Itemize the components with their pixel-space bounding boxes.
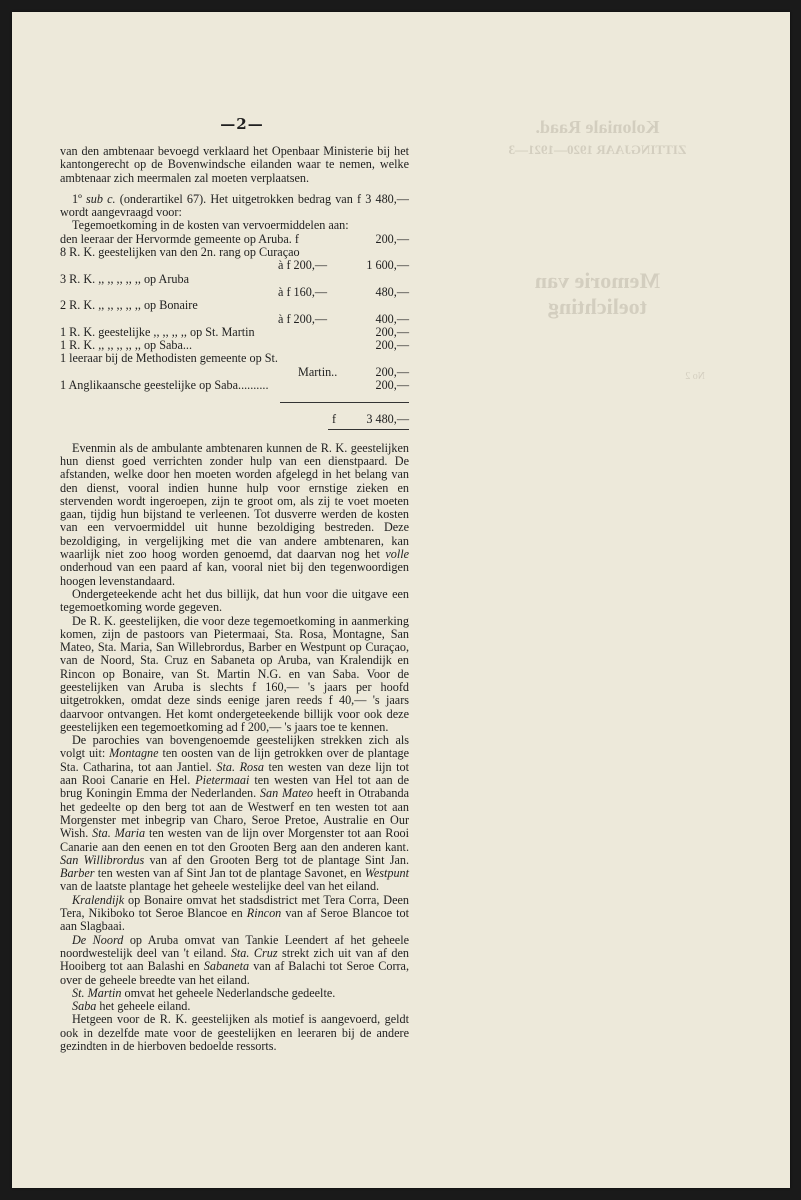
table-row (60, 339, 409, 352)
row-label: à f 160,— (278, 285, 328, 299)
paragraph-aruba: De Noord op Aruba omvat van Tankie Leendert af het geheele noordwestelijk deel van 't eiland. Sta. Cruz strekt zich uit van af den Hooiberg tot aan Balashi en Sabaneta van af Balachi tot Seroe Corra, over de geheele breedte van het eiland. (60, 932, 410, 987)
sub-heading (60, 193, 409, 220)
paragraph-4: De parochies van bovengenoemde geestelijken strekken zich als volgt uit: Montagne ten oosten van de lijn getrokken over de plantage Sta. Catharina, tot aan Jantiel. Sta. Rosa ten westen van deze lijn tot aan Rooi Canarie en Hel. Pietermaai ten westen van Hel tot aan de brug Koningin Emma der Nederlanden. San Mateo heeft in Otrabanda het gedeelte op den berg tot aan de Westwerf en ten westen tot aan Morgenster met inbegrip van Charo, Seroe Pretoe, Australie en Our Wish. Sta. Maria ten westen van de lijn over Morgenster tot aan Rooi Canarie aan den eenen en tot den Grooten Berg aan den anderen kant. San Willibrordus van af den Grooten Berg tot de plantage Sint Jan. Barber ten westen van af Sint Jan tot de plantage Savonet, en Westpunt van de laatste plantage het geheele westelijke deel van het eiland. (60, 733, 410, 894)
text-column (60, 145, 409, 1053)
row-amount (353, 273, 409, 286)
row-amount (353, 246, 409, 259)
table-row (60, 233, 409, 246)
paragraph-last: Hetgeen voor de R. K. geestelijken als motief is aangevoerd, geldt ook in dezelfde mate voor de geestelijken en leeraren bij de andere gezindten in de hierboven bedoelde ressorts. (60, 1012, 409, 1053)
ghost-line-3: Memorie van toelichting (534, 268, 661, 319)
row-amount: 480,— (375, 284, 409, 299)
row-label: 1 R. K. geestelijke ,, ,, ,, ,, op St. Martin (60, 325, 255, 339)
row-amount: 400,— (375, 311, 409, 326)
intro-paragraph: van den ambtenaar bevoegd verklaard het Openbaar Ministerie bij het kantongerecht op de Bovenwindsche eilanden waar te nemen, welke ambtenaar zich meermalen zal moeten verplaatsen. (60, 144, 409, 185)
sub-ref: sub c. (86, 191, 116, 206)
row-amount: 200,— (375, 364, 409, 379)
row-amount (353, 352, 409, 365)
document-page (12, 12, 790, 1188)
table-row (60, 352, 409, 365)
row-label: 3 R. K. ,, ,, ,, ,, ,, op Aruba (60, 272, 189, 286)
paragraph-1: Evenmin als de ambulante ambtenaren kunnen de R. K. geestelijken hun dienst goed verrichten zonder hulp van een dienstpaard. De afstanden, welke door hen moeten worden afgelegd in het belang van den dienst, vooral indien hunne hulp voor ernstige zieken en stervenden wordt ingeroepen, zijn te groot om, als zij te voet moeten gaan, tijdig hun bijstand te verleenen. Tot dusverre werden de kosten van een vervoermiddel uit hunne bezoldiging bestreden. Deze bezoldiging, in vergelijking met die van andere ambtenaren, kan waarlijk niet zoo hoog worden genoemd, dat daarvan nog het volle onderhoud van een paard af kan, vooral niet bij den tegenwoordigen hoogen levenstandaard. (60, 440, 410, 588)
row-amount: 200,— (375, 378, 409, 393)
ghost-line-4: No 2 (685, 371, 705, 382)
row-label: 1 leeraar bij de Methodisten gemeente op St. (60, 352, 278, 366)
table-row (60, 366, 409, 379)
paragraph-3: De R. K. geestelijken, die voor deze tegemoetkoming in aanmerking komen, zijn de pastoors van Pietermaai, Sta. Rosa, Montagne, San Mateo, Sta. Maria, San Willebrordus, Barber en Westpunt op Curaçao, van de Noord, Sta. Cruz en Sabaneta op Aruba, van Kralendijk en Rincon op Bonaire, van St. Martin N.G. en van Saba. Voor de geestelijken van Aruba is slechts f 160,— 's jaars per hoofd uitgetrokken, omdat deze sinds eenige jaren reeds f 40,— 's jaars daarvoor ontvangen. Het komt ondergeteekende billijk voor ook deze geestelijken een tegemoetkoming ad f 200,— 's jaars toe te kennen. (60, 613, 409, 734)
page-number: —2— (220, 115, 264, 133)
cost-table (60, 233, 409, 430)
sub-text: (onderartikel 67). Het uitgetrokken bedrag van f 3 480,— wordt aangevraagd voor: (60, 191, 409, 220)
sub-number: 1º (72, 191, 82, 206)
row-amount: 200,— (375, 338, 409, 353)
row-label: Martin.. (298, 365, 338, 379)
row-label: à f 200,— (278, 259, 328, 273)
paragraph-st-martin: St. Martin omvat het geheele Nederlandsche gedeelte. (72, 985, 336, 1000)
row-label: 2 R. K. ,, ,, ,, ,, ,, op Bonaire (60, 299, 198, 313)
row-label: à f 200,— (278, 312, 328, 326)
table-row (60, 259, 409, 272)
table-intro: Tegemoetkoming in de kosten van vervoermiddelen aan: (72, 218, 349, 233)
row-amount (353, 299, 409, 312)
row-label: 1 Anglikaansche geestelijke op Saba.......... (60, 379, 269, 393)
table-row (60, 379, 409, 392)
table-row (60, 326, 409, 339)
paragraph-2: Ondergeteekende acht het dus billijk, dat hun voor die uitgave een tegemoetkoming worde gegeven. (60, 586, 409, 615)
row-label: 8 R. K. geestelijken van den 2n. rang op Curaçao (60, 246, 300, 260)
total-amount: 3 480,— (366, 412, 409, 427)
table-row (60, 299, 409, 312)
paragraph-bonaire: Kralendijk op Bonaire omvat het stadsdistrict met Tera Corra, Deen Tera, Nikiboko tot Seroe Blancoe en Rincon van af Seroe Blancoe tot aan Slagbaai. (60, 892, 410, 934)
row-label: den leeraar der Hervormde gemeente op Aruba. f (60, 232, 299, 246)
ghost-line-1: Koloniale Raad. (535, 117, 660, 137)
sum-rule (280, 402, 409, 403)
row-label: 1 R. K. ,, ,, ,, ,, ,, op Saba... (60, 339, 193, 353)
table-row (60, 286, 409, 299)
total-currency: f (332, 413, 337, 427)
row-amount: 1 600,— (366, 258, 409, 273)
row-amount: 200,— (375, 324, 409, 339)
table-row (60, 246, 409, 259)
row-amount: 200,— (375, 231, 409, 246)
ghost-line-2: ZITTINGJAAR 1920—1921—3 (508, 142, 687, 157)
table-row (60, 273, 409, 286)
show-through-text (490, 117, 705, 383)
paragraph-saba: Saba het geheele eiland. (72, 999, 191, 1014)
total-row (60, 413, 409, 426)
table-row (60, 313, 409, 326)
